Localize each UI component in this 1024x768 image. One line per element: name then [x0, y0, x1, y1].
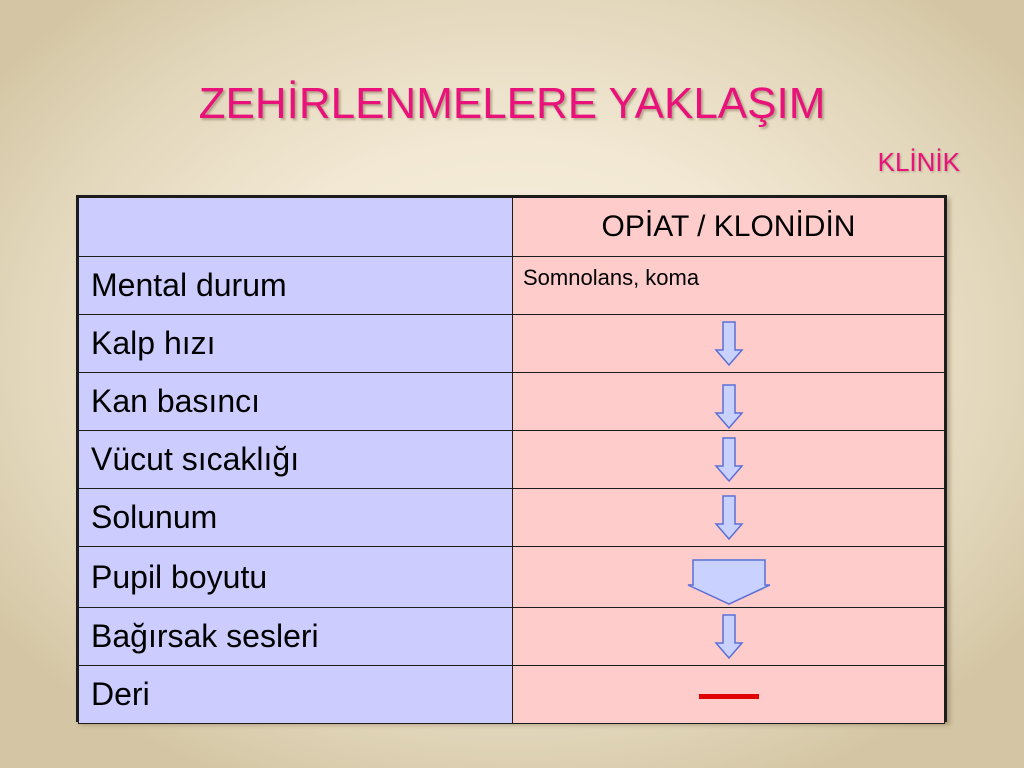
row-label-deri: Deri [79, 666, 513, 724]
row-label-kan-basinci: Kan basıncı [79, 373, 513, 431]
table-row [79, 547, 945, 608]
table-row [79, 373, 945, 431]
row-label-vucut-sicakligi: Vücut sıcaklığı [79, 431, 513, 489]
table-row [79, 315, 945, 373]
row-label-mental-durum: Mental durum [79, 257, 513, 315]
row-label-solunum: Solunum [79, 489, 513, 547]
red-dash-icon [698, 692, 760, 702]
table-header-row [79, 198, 945, 257]
row-value-solunum [513, 489, 945, 547]
row-label-pupil-boyutu: Pupil boyutu [79, 547, 513, 608]
down-arrow-icon [714, 437, 744, 483]
down-arrow-icon [714, 384, 744, 430]
header-opiat-klonidin: OPİAT / KLONİDİN [513, 198, 945, 257]
row-label-kalp-hizi: Kalp hızı [79, 315, 513, 373]
wide-down-arrow-icon [687, 559, 771, 605]
slide-title: ZEHİRLENMELERE YAKLAŞIM [198, 79, 826, 128]
slide-subtitle: KLİNİK [877, 147, 960, 177]
row-value-mental-durum: Somnolans, koma [513, 257, 945, 315]
header-empty-cell [79, 198, 513, 257]
down-arrow-icon [714, 321, 744, 367]
table-row [79, 666, 945, 724]
row-value-vucut-sicakligi [513, 431, 945, 489]
table-row [79, 257, 945, 315]
row-label-bagirsak-sesleri: Bağırsak sesleri [79, 608, 513, 666]
table-row [79, 431, 945, 489]
table-row [79, 489, 945, 547]
row-value-pupil-boyutu [513, 547, 945, 608]
row-value-kan-basinci [513, 373, 945, 431]
row-value-kalp-hizi [513, 315, 945, 373]
row-value-deri [513, 666, 945, 724]
row-value-bagirsak-sesleri [513, 608, 945, 666]
down-arrow-icon [714, 495, 744, 541]
down-arrow-icon [714, 614, 744, 660]
table-row [79, 608, 945, 666]
comparison-table [76, 195, 947, 722]
